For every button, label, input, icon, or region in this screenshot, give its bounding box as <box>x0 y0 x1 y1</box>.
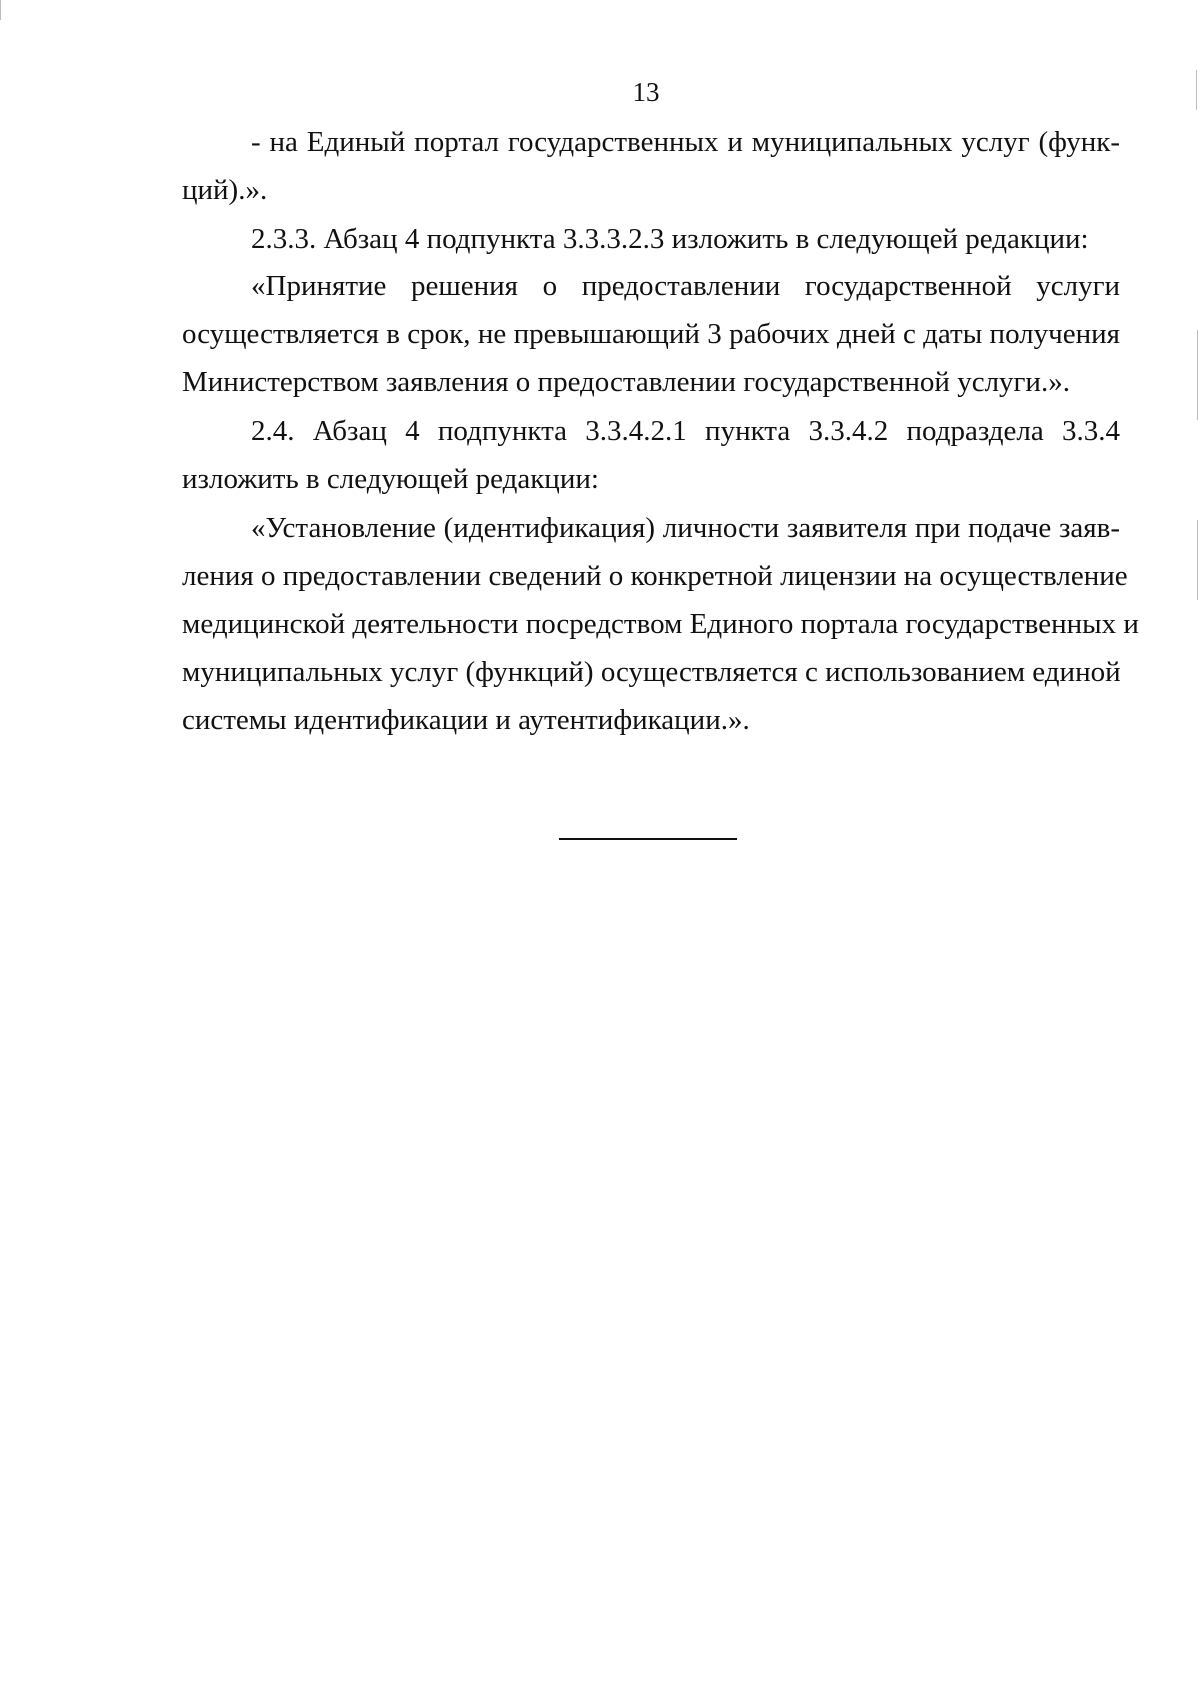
text-line: 2.3.3. Абзац 4 подпункта 3.3.3.2.3 изложить в следующей редакции: <box>251 223 1089 255</box>
scan-artifact <box>1197 330 1198 420</box>
paragraph-2-4 <box>182 407 1120 503</box>
text-line: - на Единый портал государственных и муниципальных услуг (функ- <box>251 126 1120 158</box>
page-number: 13 <box>632 77 660 107</box>
text-line: изложить в следующей редакции: <box>182 463 599 495</box>
paragraph-quote-decision <box>182 262 1120 406</box>
text-line: осуществляется в срок, не превышающий 3 рабочих дней с даты получения <box>182 318 1120 350</box>
text-line: системы идентификации и аутентификации.». <box>182 704 750 736</box>
end-separator-line <box>559 838 737 840</box>
paragraph-portal-item <box>182 118 1120 214</box>
text-line: 2.4. Абзац 4 подпункта 3.3.4.2.1 пункта 3.3.4.2 подраздела 3.3.4 <box>251 415 1120 447</box>
text-line: муниципальных услуг (функций) осуществляется с использованием единой <box>182 656 1121 688</box>
paragraph-quote-identification <box>182 504 1139 744</box>
paragraph-2-3-3 <box>182 215 1120 263</box>
text-line: Министерством заявления о предоставлении государственной услуги.». <box>182 366 1070 398</box>
text-line: «Установление (идентификация) личности заявителя при подаче заяв- <box>251 512 1120 544</box>
text-line: ления о предоставлении сведений о конкретной лицензии на осуществление <box>182 560 1128 592</box>
scan-artifact <box>0 0 1 20</box>
scan-artifact <box>1197 520 1198 600</box>
text-line: «Принятие решения о предоставлении государственной услуги <box>251 270 1120 302</box>
text-line: ций).». <box>182 174 268 206</box>
text-line: медицинской деятельности посредством Единого портала государственных и <box>182 608 1139 640</box>
scan-artifact <box>1196 70 1197 110</box>
